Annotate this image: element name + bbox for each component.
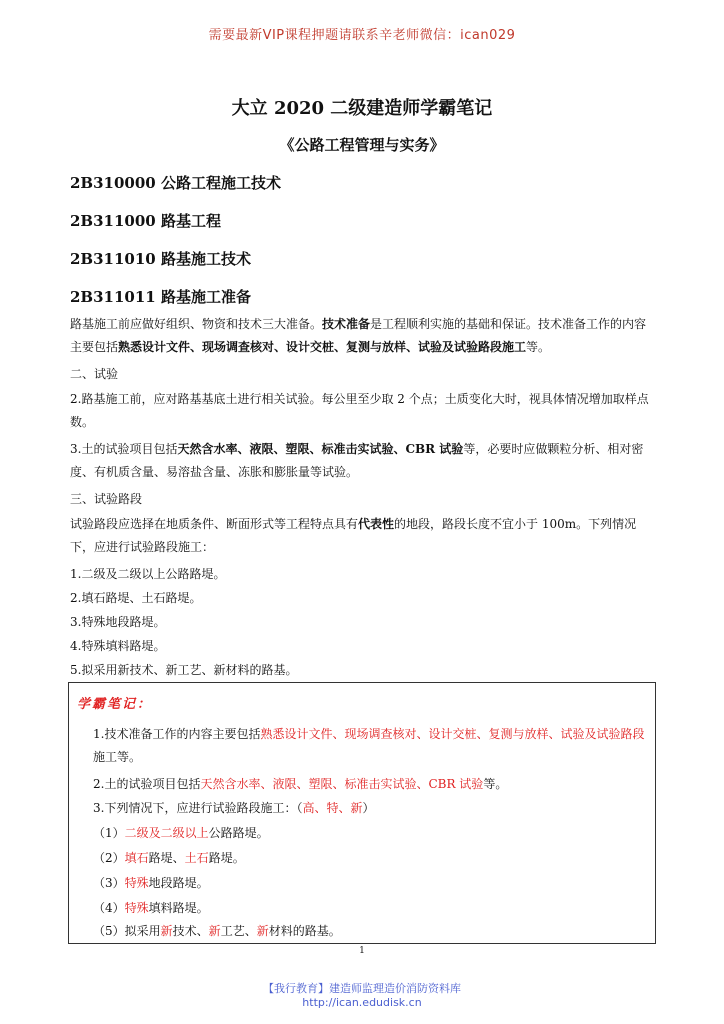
note-3: 3.下列情况下，应进行试验路段施工：（高、特、新） xyxy=(93,801,375,815)
section-3-title: 三、试验路段 xyxy=(70,492,143,506)
document-title: 大立 2020 二级建造师学霸笔记 xyxy=(231,98,493,119)
intro-paragraph: 路基施工前应做好组织、物资和技术三大准备。技术准备是工程顺利实施的基础和保证。技术准备工作的内容主要包括熟悉设计文件、现场调查核对、设计交桩、复测与放样、试验及试验路段施工等。 xyxy=(70,317,647,354)
heading-2b311011: 2B311011 路基施工准备 xyxy=(70,288,251,306)
list-item: 3.特殊地段路堤。 xyxy=(70,615,166,629)
footer-link[interactable]: http://ican.edudisk.cn xyxy=(302,996,422,1009)
list-item: 5.拟采用新技术、新工艺、新材料的路基。 xyxy=(70,663,298,677)
note-item-1: （1）二级及二级以上公路路堤。 xyxy=(93,826,269,840)
study-notes-box xyxy=(68,682,656,944)
footer-line-1: 【我行教育】建造师监理造价消防资料库 xyxy=(263,982,461,995)
note-item-2: （2）填石路堤、土石路堤。 xyxy=(93,851,245,865)
section-2-item-2: 2.路基施工前，应对路基基底土进行相关试验。每公里至少取 2 个点；土质变化大时，视具体情况增加取样点数。 xyxy=(70,392,649,429)
section-2-item-3: 3.土的试验项目包括天然含水率、液限、塑限、标准击实试验、CBR 试验等，必要时应做颗粒分析、相对密度、有机质含量、易溶盐含量、冻胀和膨胀量等试验。 xyxy=(70,442,644,479)
study-notes-label: 学霸笔记： xyxy=(77,697,153,712)
list-item: 4.特殊填料路堤。 xyxy=(70,639,166,653)
list-item: 1.二级及二级以上公路路堤。 xyxy=(70,567,226,581)
heading-2b311000: 2B311000 路基工程 xyxy=(70,212,221,230)
list-item: 2.填石路堤、土石路堤。 xyxy=(70,591,202,605)
note-item-4: （4）特殊填料路堤。 xyxy=(93,901,209,915)
note-2: 2.土的试验项目包括天然含水率、液限、塑限、标准击实试验、CBR 试验等。 xyxy=(93,777,508,791)
section-3-intro: 试验路段应选择在地质条件、断面形式等工程特点具有代表性的地段，路段长度不宜小于 100m。下列情况下，应进行试验路段施工： xyxy=(70,517,637,554)
page-number: 1 xyxy=(359,946,365,956)
section-2-title: 二、试验 xyxy=(70,367,119,381)
document-subtitle: 《公路工程管理与实务》 xyxy=(279,136,445,154)
note-item-3: （3）特殊地段路堤。 xyxy=(93,876,209,890)
heading-2b311010: 2B311010 路基施工技术 xyxy=(70,250,251,268)
heading-2b310000: 2B310000 公路工程施工技术 xyxy=(70,174,281,192)
note-item-5: （5）拟采用新技术、新工艺、新材料的路基。 xyxy=(93,924,341,938)
note-1: 1.技术准备工作的内容主要包括熟悉设计文件、现场调查核对、设计交桩、复测与放样、试验及试验路段施工等。 xyxy=(93,727,645,764)
header-banner: 需要最新VIP课程押题请联系辛老师微信：ican029 xyxy=(208,28,516,43)
